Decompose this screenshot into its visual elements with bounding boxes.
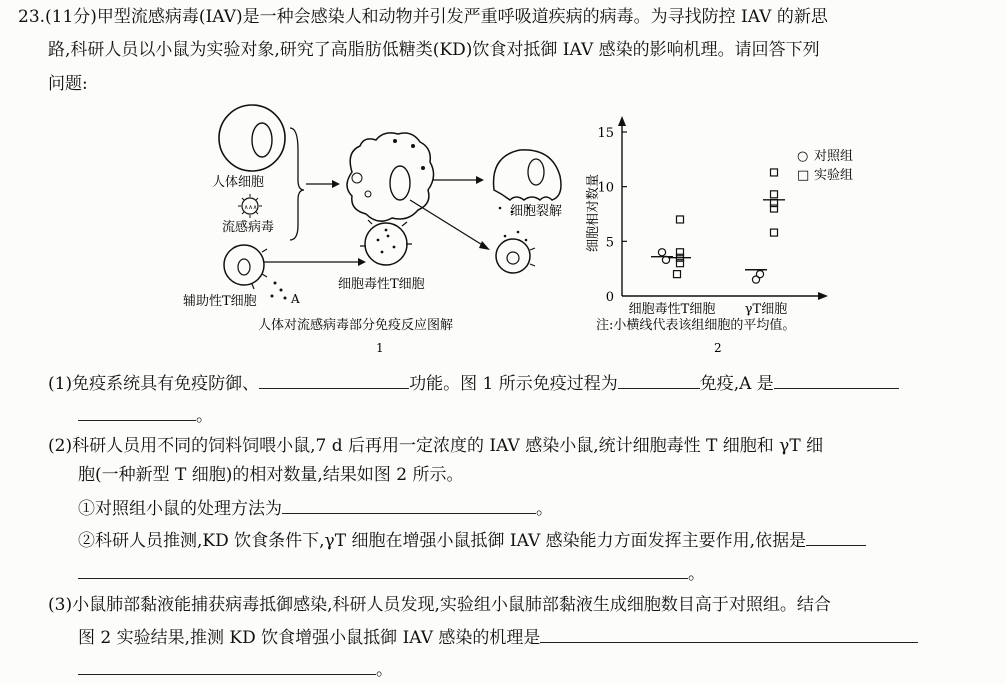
q3-blank-cont[interactable] xyxy=(78,656,376,675)
q2-sub1-text: ①对照组小鼠的处理方法为 xyxy=(78,499,282,519)
figure1-number: 1 xyxy=(376,341,384,355)
q1-text-b: 功能。图 1 所示免疫过程为 xyxy=(409,374,618,394)
infected-cell-icon xyxy=(347,133,434,221)
figure-1 xyxy=(183,105,562,355)
q2-sub2-blank[interactable] xyxy=(806,527,866,546)
q2-sub1-end: 。 xyxy=(536,499,553,519)
q1-text-a: (1)免疫系统具有免疫防御、 xyxy=(48,374,260,394)
q2-line-2: 胞(一种新型 T 细胞)的相对数量,结果如图 2 所示。 xyxy=(78,465,464,485)
bracket-shape xyxy=(290,128,304,240)
human-cell-icon xyxy=(219,105,285,171)
question-line-2: 路,科研人员以小鼠为实验对象,研究了高脂肪低糖类(KD)饮食对抵御 IAV 感染的影响机理。请回答下列 xyxy=(48,40,820,60)
legend-control-marker: ○ xyxy=(797,149,809,164)
q1-blank-function[interactable] xyxy=(259,370,409,389)
q2-sub2-text: ②科研人员推测,KD 饮食条件下,γT 细胞在增强小鼠抵御 IAV 感染能力方面发挥主要作用,依据是 xyxy=(78,531,807,551)
data-point-experimental xyxy=(771,229,778,236)
lysis-label: 细胞裂解 xyxy=(510,204,563,219)
data-point-control xyxy=(658,249,665,256)
x-category-label: 细胞毒性T细胞 xyxy=(628,302,716,317)
y-tick-label: 10 xyxy=(597,180,614,196)
cytotoxic-t-cell-icon-2 xyxy=(496,231,535,273)
q2-sub1 xyxy=(78,495,553,521)
y-tick-label: 15 xyxy=(597,126,614,141)
legend-exp-marker: □ xyxy=(797,168,810,183)
q3-blank[interactable] xyxy=(540,624,918,643)
data-point-experimental xyxy=(771,191,778,198)
figure1-caption: 人体对流感病毒部分免疫反应图解 xyxy=(258,318,454,333)
y-axis-label: 细胞相对数量 xyxy=(586,173,601,252)
q1-line xyxy=(48,370,899,396)
data-point-control xyxy=(662,256,669,263)
q2-sub2-end: 。 xyxy=(688,564,705,584)
data-point-experimental xyxy=(677,216,684,223)
q1-line-2 xyxy=(78,402,213,428)
y-tick-label: 0 xyxy=(605,290,614,305)
data-point-experimental xyxy=(674,271,681,278)
q1-end: 。 xyxy=(196,406,213,426)
cytotoxic-t-label: 细胞毒性T细胞 xyxy=(338,277,425,292)
figure-2-chart xyxy=(585,116,853,355)
q3-line-1: (3)小鼠肺部黏液能捕获病毒抵御感染,科研人员发现,实验组小鼠肺部黏液生成细胞数目高于对照组。结合 xyxy=(48,595,831,615)
figure2-note: 注:小横线代表该组细胞的平均值。 xyxy=(596,318,796,333)
q3-end: 。 xyxy=(376,660,393,680)
q2-sub1-blank[interactable] xyxy=(282,495,536,514)
x-category-label: γT细胞 xyxy=(744,302,788,317)
figure2-number: 2 xyxy=(714,341,722,355)
data-point-experimental xyxy=(771,169,778,176)
helper-t-label: 辅助性T细胞 xyxy=(183,294,257,309)
question-line-1: 23.(11分)甲型流感病毒(IAV)是一种会感染人和动物并引发严重呼吸道疾病的病毒。为寻找防控 IAV 的新思 xyxy=(18,7,828,27)
y-tick-label: 5 xyxy=(605,235,614,251)
human-cell-label: 人体细胞 xyxy=(212,175,265,190)
q3-line-3 xyxy=(78,656,393,682)
q1-blank-immunity-type[interactable] xyxy=(618,370,700,389)
q1-blank-a-cont[interactable] xyxy=(78,402,196,421)
q2-sub2-line-2 xyxy=(78,560,705,586)
data-point-control xyxy=(756,271,763,278)
q1-blank-a[interactable] xyxy=(774,370,899,389)
cytotoxic-t-cell-icon xyxy=(360,220,412,265)
helper-t-cell-icon xyxy=(224,245,270,289)
virus-rna-glyph: ∧∧∧ xyxy=(244,204,258,211)
virus-label: 流感病毒 xyxy=(222,220,275,235)
q1-text-c: 免疫,A 是 xyxy=(699,374,774,394)
q3-line-2-text: 图 2 实验结果,推测 KD 饮食增强小鼠抵御 IAV 感染的机理是 xyxy=(78,628,541,648)
q2-line-1: (2)科研人员用不同的饲料饲喂小鼠,7 d 后再用一定浓度的 IAV 感染小鼠,统计细胞毒性 T 细胞和 γT 细 xyxy=(48,436,824,456)
question-line-3: 问题: xyxy=(48,74,88,94)
dots-a xyxy=(271,282,287,300)
q3-line-2 xyxy=(78,624,918,650)
legend-control-label: 对照组 xyxy=(814,149,854,164)
q2-sub2-blank-cont[interactable] xyxy=(78,560,688,579)
q2-sub2 xyxy=(78,527,866,553)
label-a: A xyxy=(291,292,300,306)
legend-exp-label: 实验组 xyxy=(814,168,854,183)
